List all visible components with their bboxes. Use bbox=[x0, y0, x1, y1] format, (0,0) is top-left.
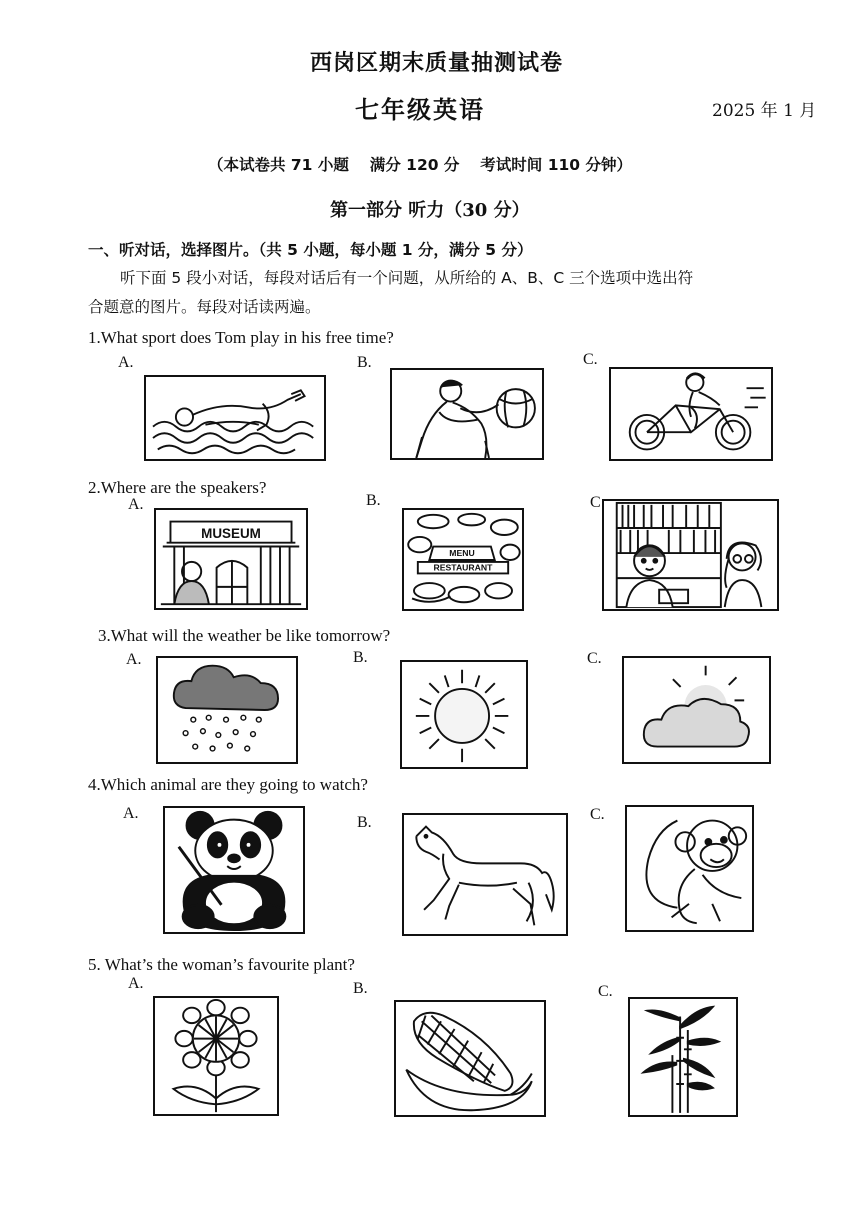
q4-option-a-picture[interactable] bbox=[163, 806, 305, 934]
q5-option-a-picture[interactable] bbox=[153, 996, 279, 1116]
q2-option-b-picture[interactable] bbox=[402, 508, 524, 611]
exam-school-title: 西岗区期末质量抽测试卷 bbox=[310, 50, 564, 76]
corn-icon bbox=[396, 1002, 544, 1115]
q1-option-c-label[interactable]: C. bbox=[583, 351, 598, 368]
exam-subject-title: 七年级英语 bbox=[355, 95, 485, 124]
library-icon bbox=[604, 501, 777, 609]
q5-option-b-label[interactable]: B. bbox=[353, 980, 368, 997]
basketball-icon bbox=[392, 370, 542, 458]
swimming-icon bbox=[146, 377, 324, 459]
question-4-text: 4.Which animal are they going to watch? bbox=[88, 775, 368, 794]
cloudy-icon bbox=[624, 658, 769, 762]
q3-option-a-label[interactable]: A. bbox=[126, 651, 142, 668]
question-3-text: 3.What will the weather be like tomorrow? bbox=[98, 626, 391, 645]
instruction-line-1: 听下面 5 段小对话，每段对话后有一个问题，从所给的 A、B、C 三个选项中选出符 bbox=[120, 269, 694, 287]
q5-option-c-picture[interactable] bbox=[628, 997, 738, 1117]
rainy-icon bbox=[158, 658, 296, 762]
q2-option-c-picture[interactable] bbox=[602, 499, 779, 611]
q2-option-c-label[interactable]: C bbox=[590, 494, 601, 511]
menu-sign: MENU bbox=[449, 548, 475, 559]
q4-option-c-picture[interactable] bbox=[625, 805, 754, 932]
q4-option-b-label[interactable]: B. bbox=[357, 814, 372, 831]
bamboo-icon bbox=[630, 999, 736, 1115]
section-one-title: 一、听对话，选择图片。（共 5 小题，每小题 1 分，满分 5 分） bbox=[88, 241, 533, 259]
question-1-text: 1.What sport does Tom play in his free time? bbox=[88, 328, 394, 347]
q2-option-a-picture[interactable] bbox=[154, 508, 308, 610]
restaurant-icon bbox=[404, 510, 522, 609]
sunflower-icon bbox=[155, 998, 277, 1114]
exam-date: 2025 年 1 月 bbox=[712, 101, 817, 121]
q3-option-b-picture[interactable] bbox=[400, 660, 528, 769]
museum-icon bbox=[156, 510, 306, 608]
exam-info: （本试卷共 71 小题 满分 120 分 考试时间 110 分钟） bbox=[208, 156, 632, 174]
q4-option-a-label[interactable]: A. bbox=[123, 805, 139, 822]
q4-option-c-label[interactable]: C. bbox=[590, 806, 605, 823]
q3-option-a-picture[interactable] bbox=[156, 656, 298, 764]
q5-option-b-picture[interactable] bbox=[394, 1000, 546, 1117]
q5-option-a-label[interactable]: A. bbox=[128, 975, 144, 992]
cycling-icon bbox=[611, 369, 771, 459]
part-one-title: 第一部分 听力（30 分） bbox=[330, 200, 530, 221]
instruction-line-2: 合题意的图片。每段对话读两遍。 bbox=[88, 298, 321, 316]
q1-option-b-picture[interactable] bbox=[390, 368, 544, 460]
restaurant-sign: RESTAURANT bbox=[433, 562, 493, 573]
sunny-icon bbox=[402, 662, 526, 767]
q1-option-a-picture[interactable] bbox=[144, 375, 326, 461]
panda-icon bbox=[165, 808, 303, 932]
museum-sign: MUSEUM bbox=[201, 525, 261, 541]
horse-icon bbox=[404, 815, 566, 934]
q2-option-a-label[interactable]: A. bbox=[128, 496, 144, 513]
q1-option-c-picture[interactable] bbox=[609, 367, 773, 461]
q5-option-c-label[interactable]: C. bbox=[598, 983, 613, 1000]
q3-option-b-label[interactable]: B. bbox=[353, 649, 368, 666]
q4-option-b-picture[interactable] bbox=[402, 813, 568, 936]
monkey-icon bbox=[627, 807, 752, 930]
q3-option-c-picture[interactable] bbox=[622, 656, 771, 764]
question-2-text: 2.Where are the speakers? bbox=[88, 478, 267, 497]
q2-option-b-label[interactable]: B. bbox=[366, 492, 381, 509]
q1-option-b-label[interactable]: B. bbox=[357, 354, 372, 371]
q3-option-c-label[interactable]: C. bbox=[587, 650, 602, 667]
q1-option-a-label[interactable]: A. bbox=[118, 354, 134, 371]
question-5-text: 5. What’s the woman’s favourite plant? bbox=[88, 955, 355, 974]
